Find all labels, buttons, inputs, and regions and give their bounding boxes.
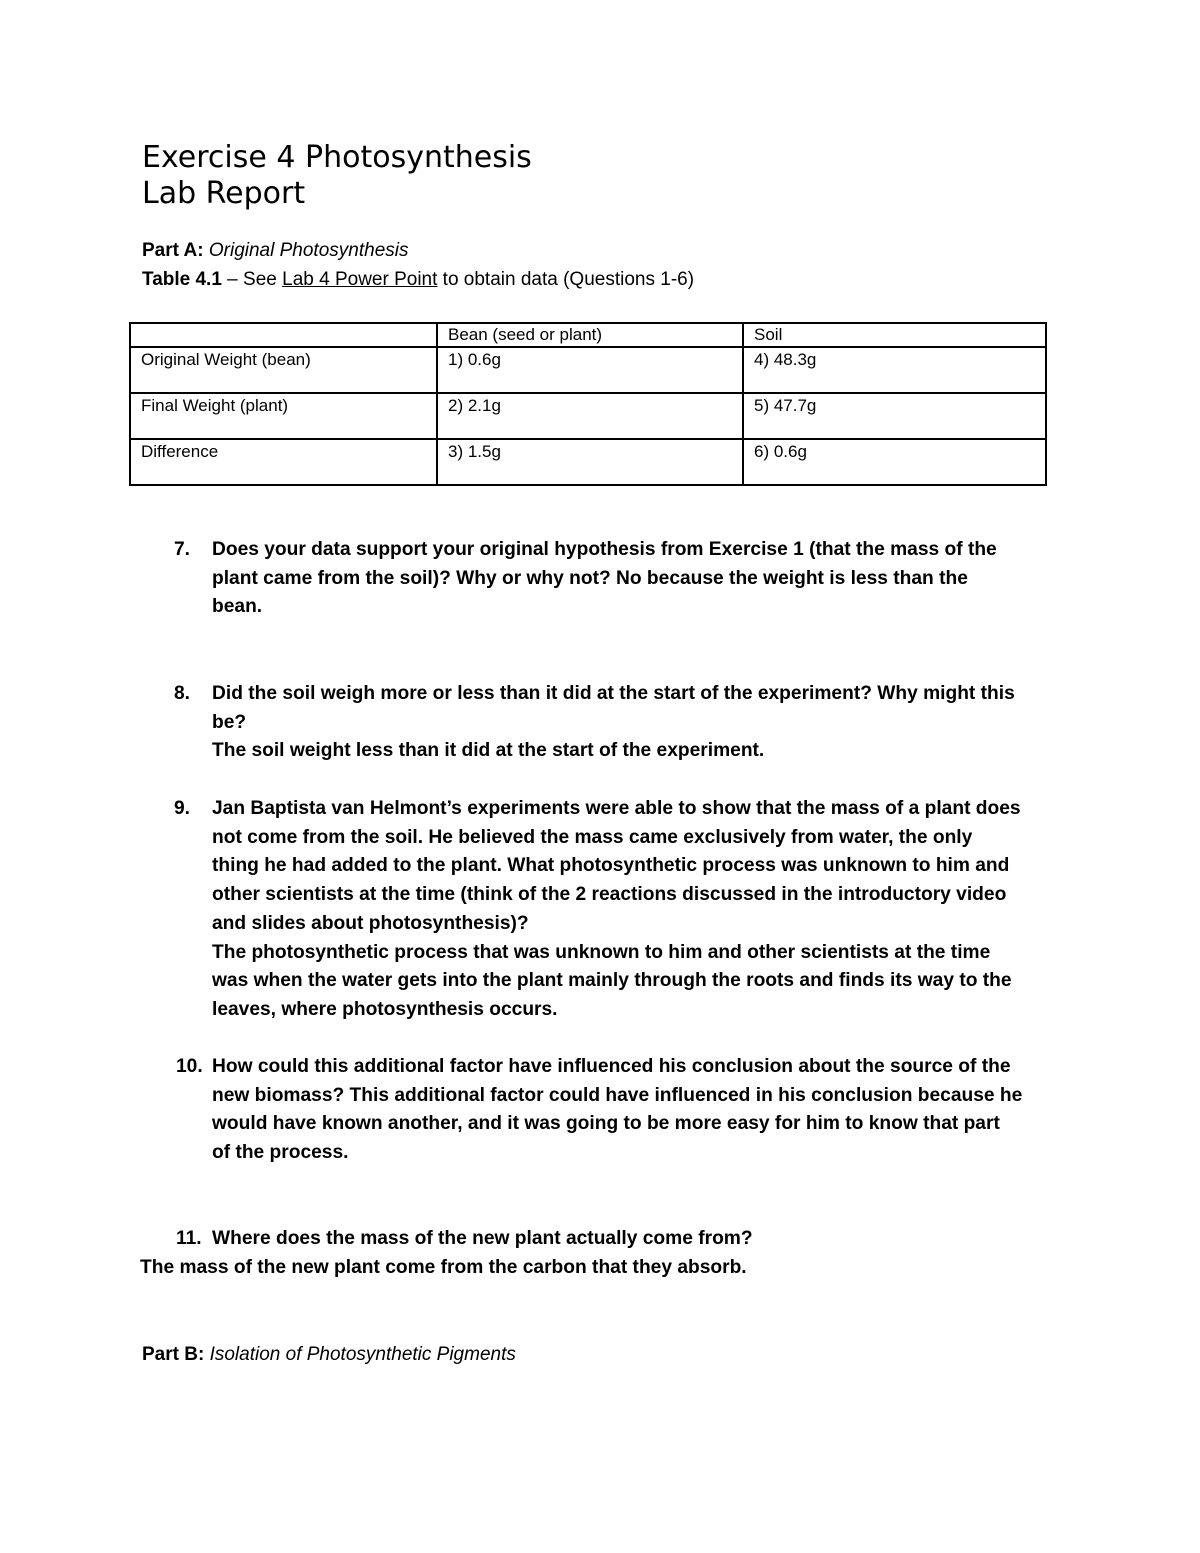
soil-value: 6) 0.6g (743, 439, 1046, 485)
question-line: not come from the soil. He believed the mass came exclusively from water, the only (212, 826, 973, 848)
table-caption-suffix: to obtain data (Questions 1-6) (437, 269, 695, 290)
question-line: Where does the mass of the new plant actually come from? (212, 1228, 753, 1249)
table-caption (142, 266, 694, 294)
part-b-name: Isolation of Photosynthetic Pigments (209, 1344, 516, 1365)
question-11 (140, 1225, 1070, 1282)
bean-value: 2) 2.1g (437, 393, 743, 439)
row-label: Original Weight (bean) (130, 347, 437, 393)
soil-value: 4) 48.3g (743, 347, 1046, 393)
question-7 (140, 536, 1070, 622)
table-caption-dash: – See (221, 269, 283, 290)
answer-line: The mass of the new plant come from the carbon that they absorb. (140, 1256, 747, 1278)
question-number: 8. (174, 683, 191, 704)
question-line: How could this additional factor have influenced his conclusion about the source of the (212, 1056, 1011, 1077)
question-line: Jan Baptista van Helmont’s experiments were able to show that the mass of a plant does (212, 798, 1021, 819)
answer-line: The photosynthetic process that was unknown to him and other scientists at the time (212, 941, 991, 963)
answer-line: The soil weight less than it did at the start of the experiment. (212, 740, 765, 762)
question-line: plant came from the soil)? Why or why not? No because the weight is less than the (212, 567, 968, 589)
title-line-2: Lab Report (142, 176, 306, 211)
table-header-row (130, 323, 1046, 347)
question-line: be? (212, 711, 247, 733)
header-cell-bean: Bean (seed or plant) (437, 323, 743, 347)
question-9 (140, 795, 1070, 1025)
part-a-name: Original Photosynthesis (208, 240, 409, 261)
table-label: Table 4.1 (142, 269, 222, 290)
question-10 (140, 1053, 1070, 1168)
part-a-colon: : (197, 240, 204, 261)
answer-line: leaves, where photosynthesis occurs. (212, 998, 558, 1020)
question-number: 11. (176, 1228, 202, 1249)
question-line: would have known another, and it was going to be more easy for him to know that part (212, 1113, 1000, 1135)
header-cell-empty (130, 323, 437, 347)
soil-value: 5) 47.7g (743, 393, 1046, 439)
question-line: Does your data support your original hypothesis from Exercise 1 (that the mass of the (212, 539, 997, 560)
question-line: thing he had added to the plant. What photosynthetic process was unknown to him and (212, 855, 1010, 877)
part-b-label: Part B: (142, 1344, 205, 1365)
part-a-label: Part A (142, 240, 198, 261)
table-row (130, 439, 1046, 485)
question-line: of the process. (212, 1142, 349, 1164)
answer-line: was when the water gets into the plant mainly through the roots and finds its way to the (212, 970, 1012, 992)
question-number: 10. (176, 1056, 203, 1077)
weights-table (129, 322, 1047, 486)
question-line: bean. (212, 596, 263, 618)
bean-value: 1) 0.6g (437, 347, 743, 393)
row-label: Difference (130, 439, 437, 485)
table-row (130, 347, 1046, 393)
header-cell-soil: Soil (743, 323, 1046, 347)
table-row (130, 393, 1046, 439)
question-8 (140, 680, 1070, 766)
power-point-link[interactable]: Lab 4 Power Point (282, 269, 438, 290)
title-line-1: Exercise 4 Photosynthesis (142, 140, 532, 175)
question-line: Did the soil weigh more or less than it did at the start of the experiment? Why might this (212, 683, 1015, 704)
question-number: 9. (174, 798, 191, 819)
document-title (142, 140, 532, 212)
question-line: and slides about photosynthesis)? (212, 912, 529, 934)
bean-value: 3) 1.5g (437, 439, 743, 485)
question-line: new biomass? This additional factor could have influenced in his conclusion because he (212, 1084, 1023, 1106)
row-label: Final Weight (plant) (130, 393, 437, 439)
question-line: other scientists at the time (think of the 2 reactions discussed in the introductory video (212, 884, 1007, 906)
question-number: 7. (174, 539, 191, 560)
part-b-heading (142, 1341, 516, 1369)
part-a-heading (142, 237, 408, 265)
